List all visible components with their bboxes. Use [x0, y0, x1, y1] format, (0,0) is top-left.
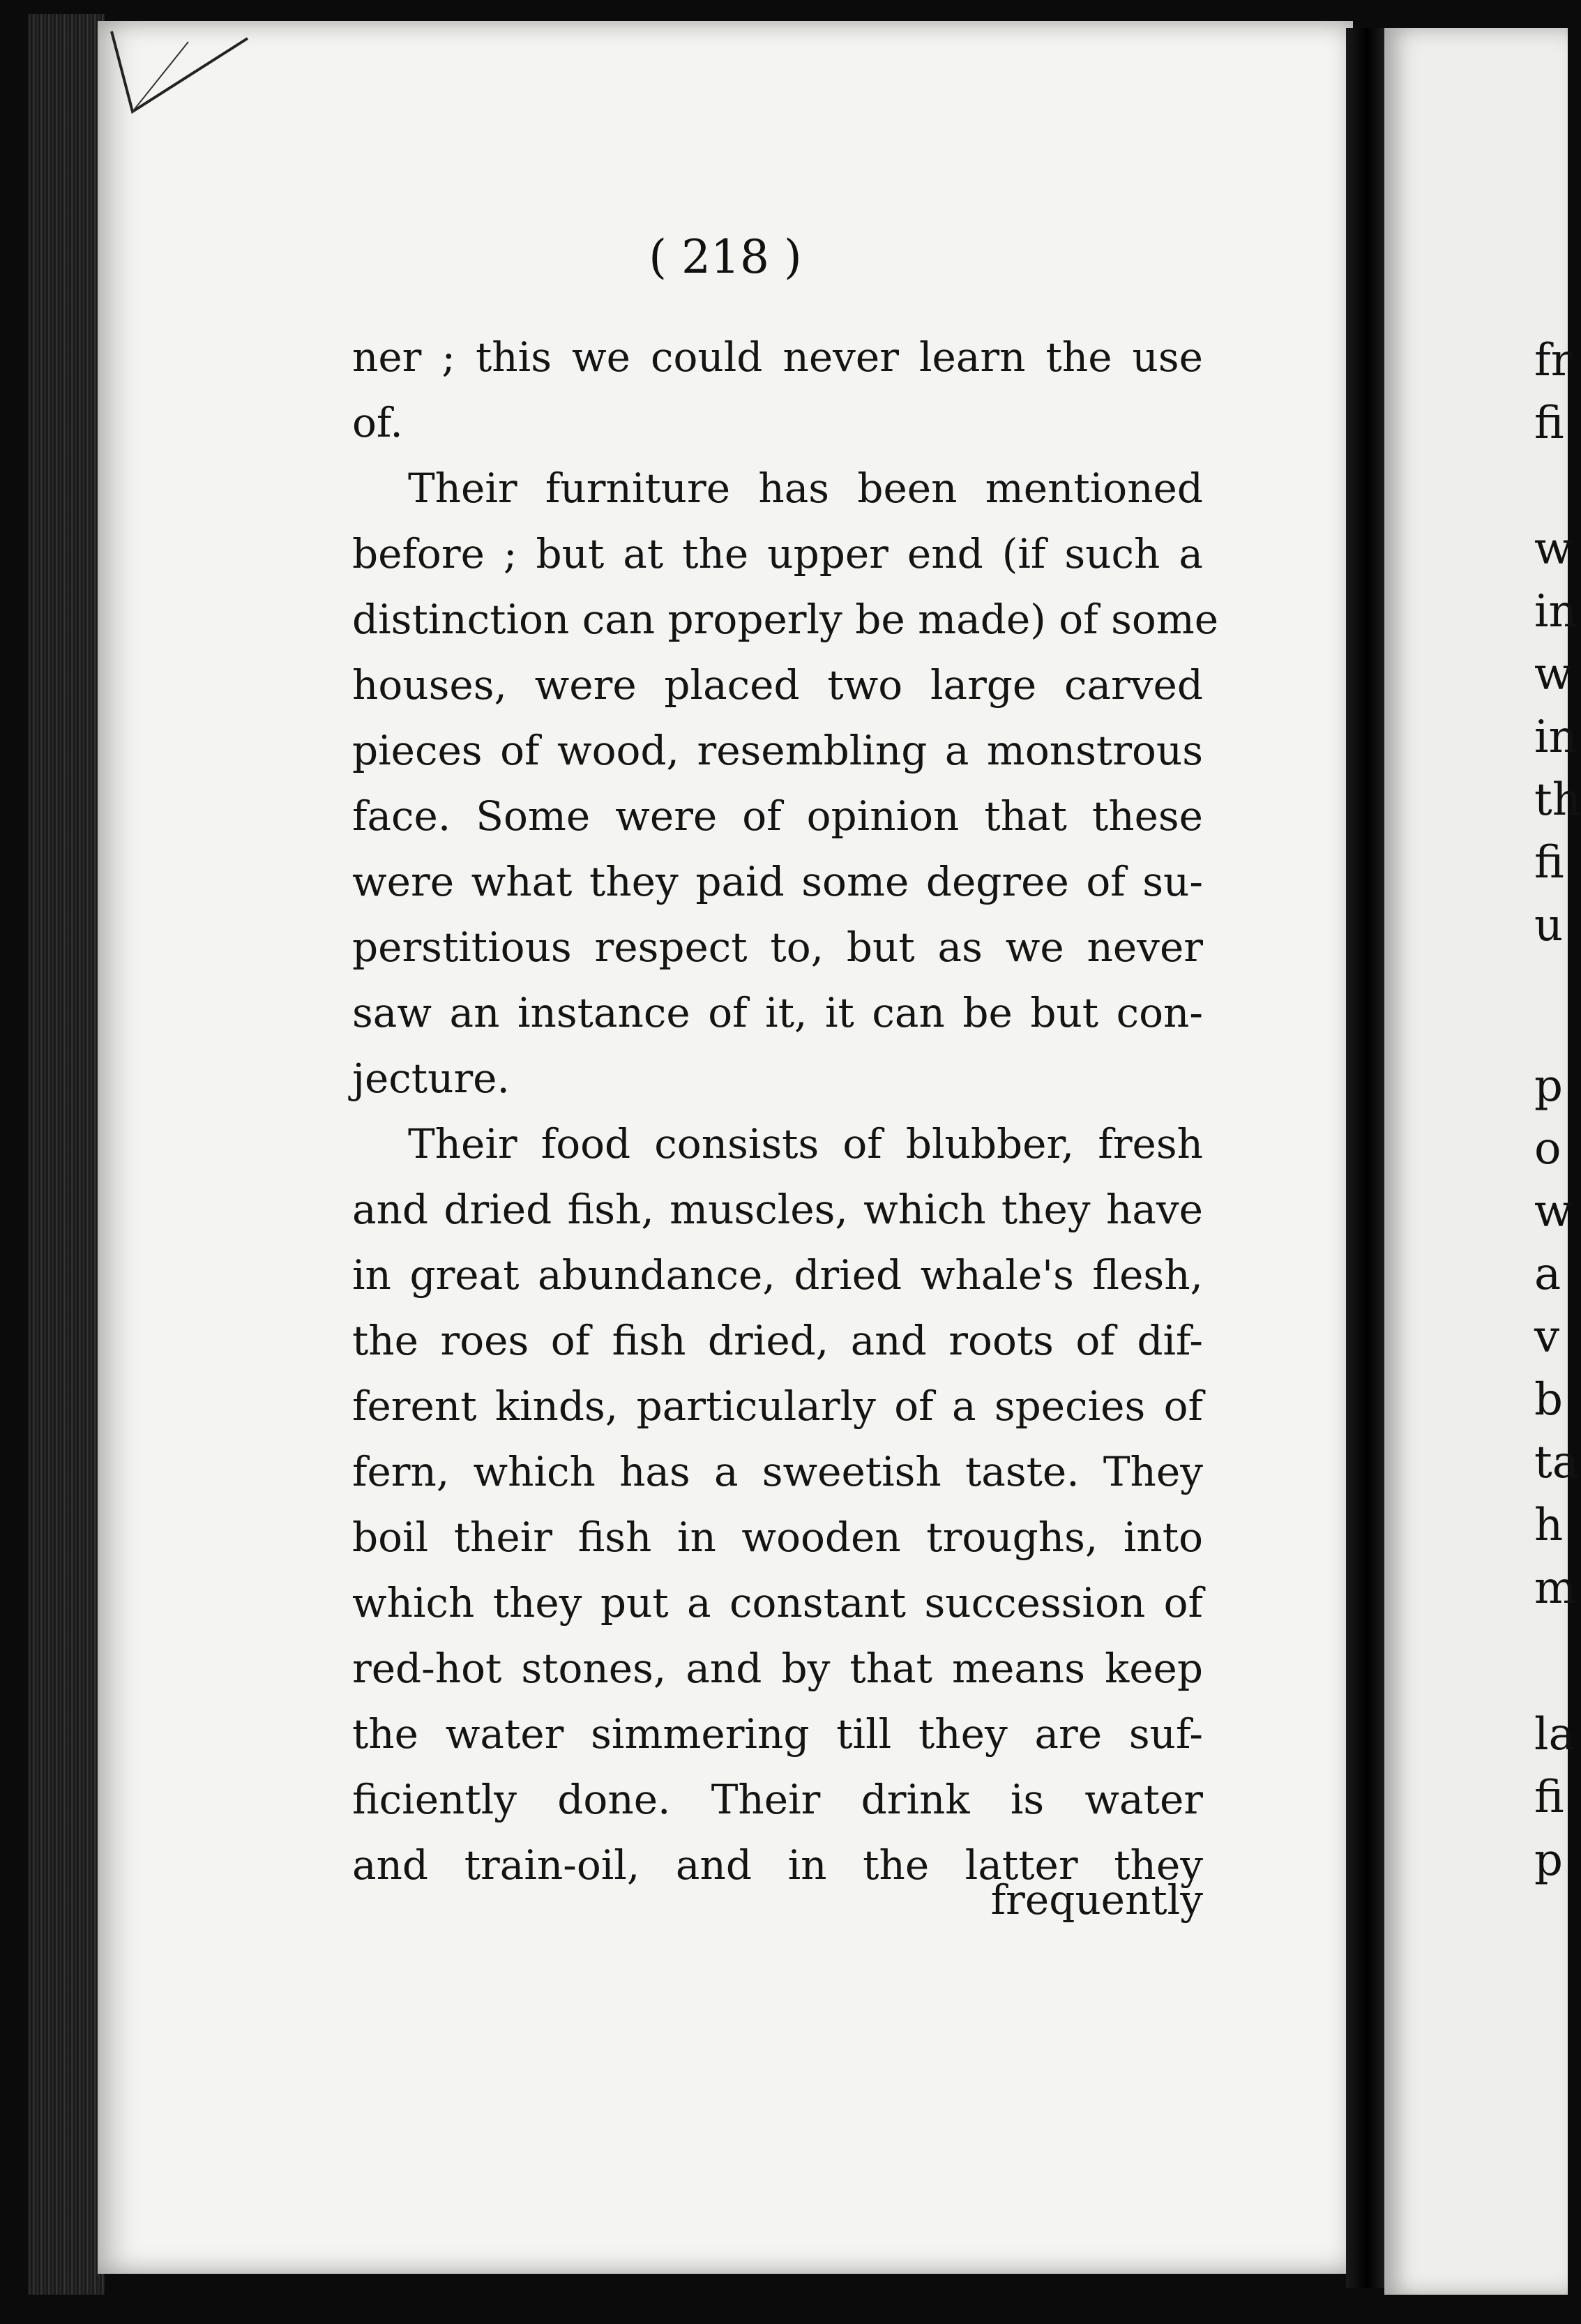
text-line: and train-oil, and in the latter they — [352, 1841, 1203, 1889]
text-line: before ; but at the upper end (if such a — [352, 530, 1203, 578]
text-line: houses, were placed two large carved — [352, 661, 1203, 709]
text-line: in great abundance, dried whale's flesh, — [352, 1251, 1203, 1299]
facing-fragment: b — [1534, 1374, 1563, 1426]
body-text — [352, 324, 1219, 1898]
text-line: Their furniture has been mentioned — [408, 465, 1203, 512]
page-edges — [28, 14, 105, 2295]
text-line: ficiently done. Their drink is water — [352, 1776, 1203, 1823]
text-line: ferent kinds, particularly of a species of — [352, 1382, 1203, 1430]
text-line: perstitious respect to, but as we never — [352, 923, 1203, 971]
facing-fragment: o — [1534, 1123, 1561, 1175]
text-line: face. Some were of opinion that these — [352, 792, 1203, 840]
facing-fragment: fi — [1534, 1772, 1564, 1823]
facing-fragment: a — [1534, 1248, 1561, 1300]
facing-fragment: v — [1534, 1311, 1560, 1363]
text-line: saw an instance of it, it can be but con- — [352, 989, 1203, 1036]
catchword: frequently — [990, 1876, 1203, 1924]
facing-fragment: ta — [1534, 1437, 1579, 1488]
facing-fragment: u — [1534, 900, 1564, 951]
facing-fragment: w — [1534, 523, 1573, 575]
facing-fragment: fi — [1534, 837, 1564, 889]
text-line: were what they paid some degree of su- — [352, 858, 1203, 905]
text-line: ner ; this we could never learn the use — [352, 333, 1203, 381]
text-line: and dried fish, muscles, which they have — [352, 1186, 1203, 1233]
book-gutter — [1346, 28, 1388, 2288]
facing-fragment: fr — [1534, 335, 1573, 386]
text-line: distinction can properly be made) of some — [352, 596, 1219, 643]
facing-fragment: m — [1534, 1562, 1577, 1614]
facing-fragment: w — [1534, 1186, 1573, 1237]
text-line: which they put a constant succession of — [352, 1579, 1203, 1627]
corner-fold-mark — [105, 28, 258, 119]
facing-fragment: p — [1534, 1834, 1563, 1886]
facing-fragment: in — [1534, 586, 1578, 637]
text-line: Their food consists of blubber, fresh — [408, 1120, 1203, 1168]
facing-fragment: in — [1534, 711, 1578, 763]
text-line: boil their fish in wooden troughs, into — [352, 1514, 1203, 1561]
text-line: the roes of fish dried, and roots of dif- — [352, 1317, 1203, 1364]
facing-fragment: th — [1534, 774, 1581, 826]
text-line: red-hot stones, and by that means keep — [352, 1645, 1203, 1692]
text-line: fern, which has a sweetish taste. They — [352, 1448, 1203, 1495]
facing-fragment: p — [1534, 1060, 1563, 1112]
text-line: of. — [352, 399, 403, 446]
page-number-header: ( 218 ) — [649, 230, 802, 284]
facing-fragment: fi — [1534, 398, 1564, 449]
facing-page — [1384, 28, 1581, 2295]
text-line: pieces of wood, resembling a monstrous — [352, 727, 1203, 774]
facing-fragment: h — [1534, 1500, 1564, 1551]
facing-fragment: w — [1534, 649, 1573, 700]
facing-fragment: la — [1534, 1709, 1575, 1760]
text-line: the water simmering till they are suf- — [352, 1710, 1203, 1758]
text-line: jecture. — [352, 1055, 510, 1102]
